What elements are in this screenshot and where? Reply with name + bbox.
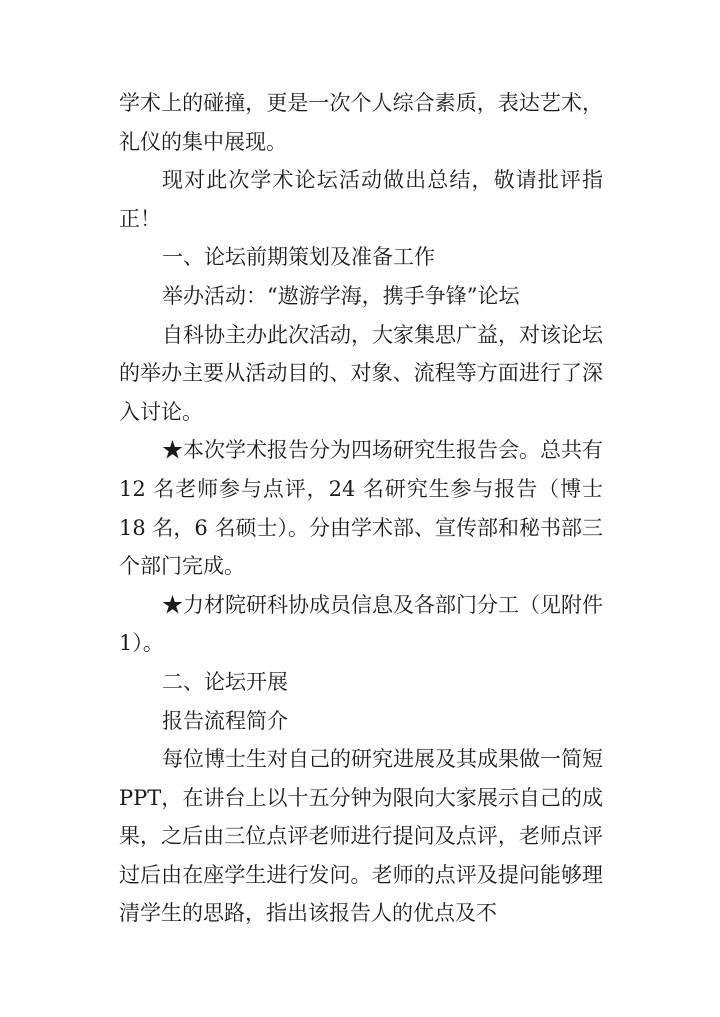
- subheading-process: 报告流程简介: [162, 708, 288, 733]
- section-heading-1: 一、论坛前期策划及准备工作: [162, 245, 435, 270]
- paragraph-4: 每位博士生对自己的研究进展及其成果做一简短 PPT，在讲台上以十五分钟为限向大家展示自己的成果，之后由三位点评老师进行提问及点评，老师点评过后由在座学生进行发问。老师的点评及提问能够理清学生的思路，指出该报告人的优点及不: [119, 747, 603, 926]
- event-title: 举办活动：“遨游学海，携手争锋”论坛: [162, 283, 520, 308]
- body-text: [119, 84, 603, 933]
- paragraph-1: 学术上的碰撞，更是一次个人综合素质，表达艺术，礼仪的集中展现。: [119, 91, 603, 154]
- bullet-paragraph-2: ★力材院研科协成员信息及各部门分工（见附件 1）。: [119, 592, 603, 656]
- paragraph-2: 现对此次学术论坛活动做出总结，敬请批评指正！: [119, 168, 603, 231]
- section-heading-2: 二、论坛开展: [162, 669, 288, 694]
- paragraph-3: 自科协主办此次活动，大家集思广益，对该论坛的举办主要从活动目的、对象、流程等方面进行了深入讨论。: [119, 322, 603, 424]
- bullet-paragraph-1: ★本次学术报告分为四场研究生报告会。总共有 12 名老师参与点评，24 名研究生参与报告（博士 18 名，6 名硕士）。分由学术部、宣传部和秘书部三个部门完成。: [119, 438, 603, 579]
